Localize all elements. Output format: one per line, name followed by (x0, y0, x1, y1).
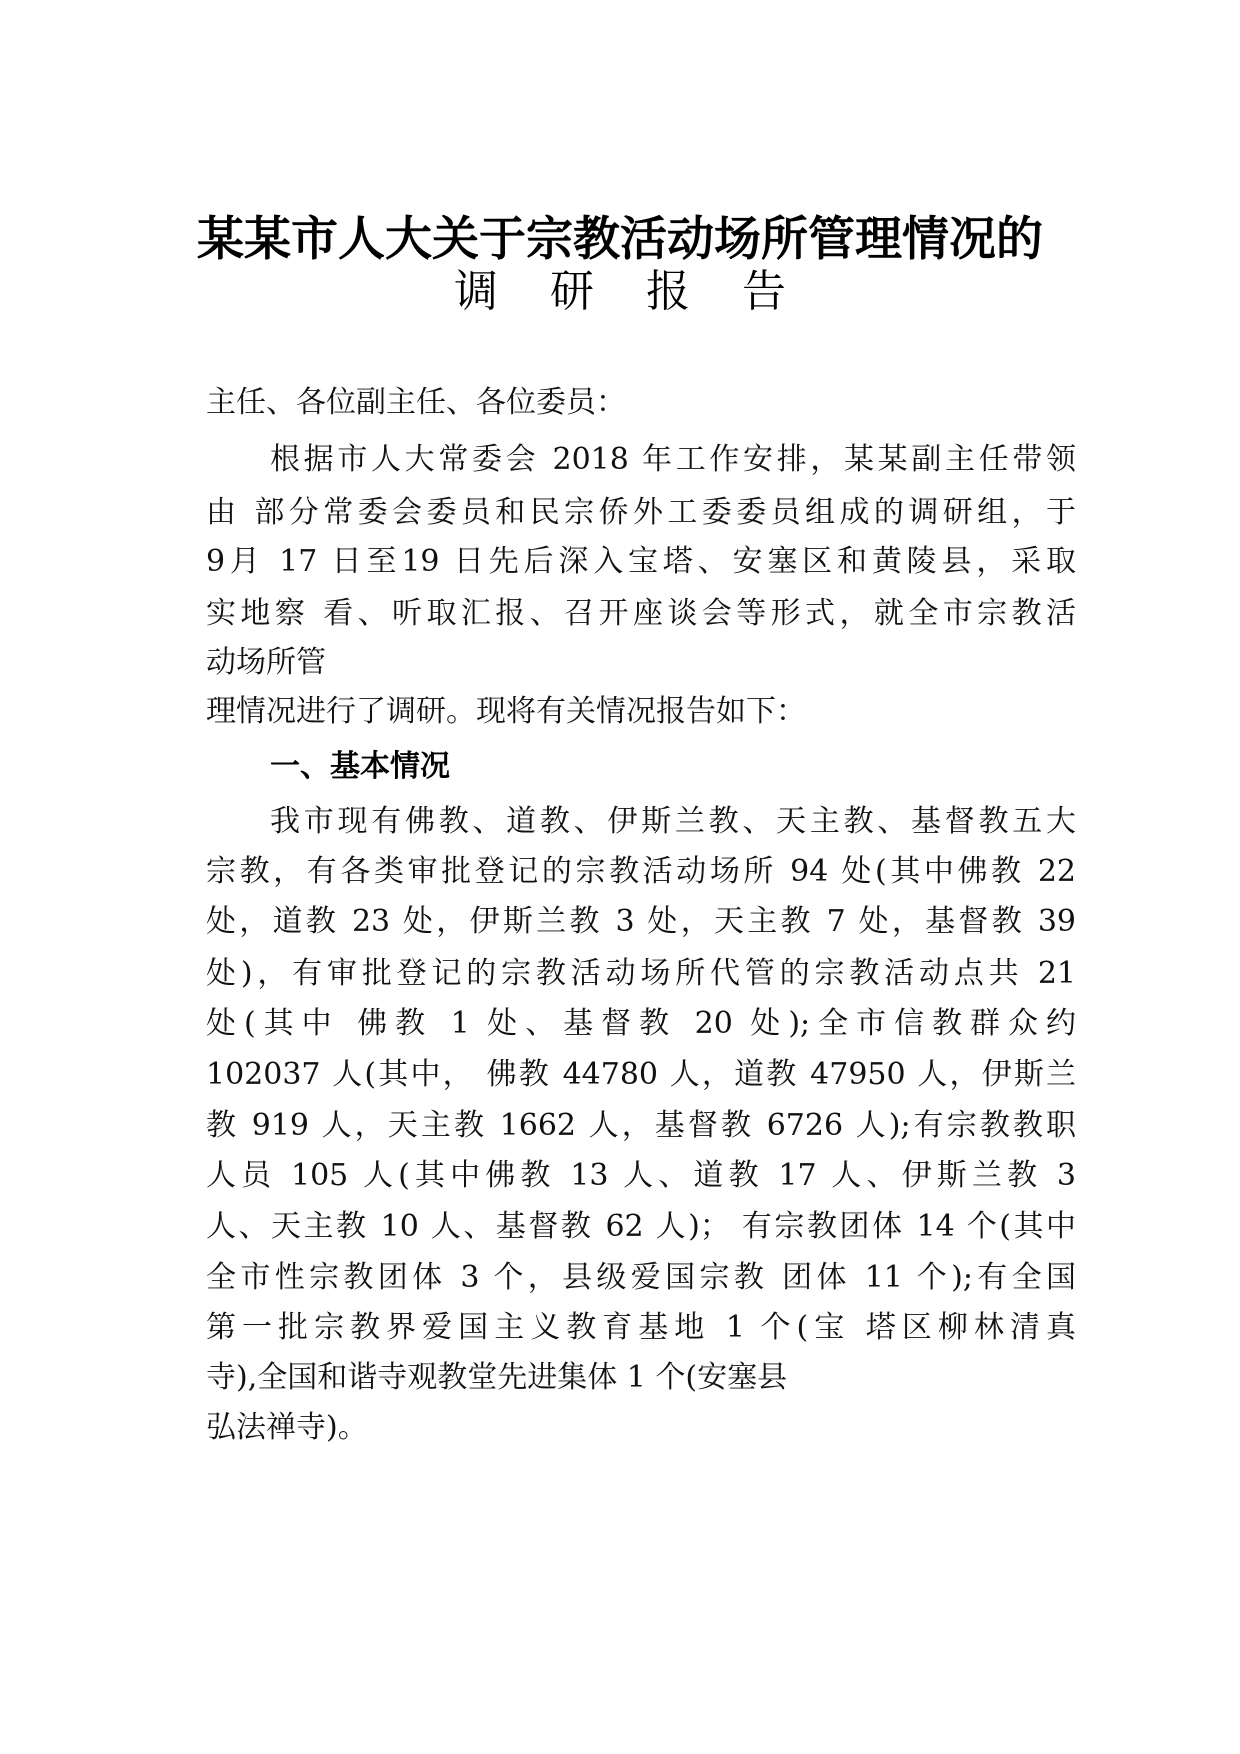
body-line: 处)，有审批登记的宗教活动场所代管的宗教活动点共 21 (206, 956, 1076, 991)
body-line: 全市性宗教团体 3 个，县级爱国宗教 团体 11 个);有全国 (206, 1260, 1076, 1295)
salutation: 主任、各位副主任、各位委员： (206, 385, 626, 420)
intro-line: 理情况进行了调研。现将有关情况报告如下： (206, 694, 806, 729)
subtitle-char: 研 (550, 266, 594, 317)
document-subtitle (0, 266, 1240, 318)
intro-line: 根据市人大常委会 2018 年工作安排，某某副主任带领 (270, 442, 1076, 477)
body-line: 处，道教 23 处，伊斯兰教 3 处，天主教 7 处，基督教 39 (206, 904, 1076, 939)
body-line: 102037 人(其中， 佛教 44780 人，道教 47950 人，伊斯兰 (206, 1057, 1076, 1092)
intro-line: 实地察 看、听取汇报、召开座谈会等形式，就全市宗教活 (206, 596, 1076, 631)
body-line: 处(其中 佛教 1 处、基督教 20 处);全市信教群众约 (206, 1006, 1076, 1041)
intro-line: 动场所管 (206, 645, 326, 680)
section-heading: 一、基本情况 (270, 749, 450, 784)
intro-line: 9月 17 日至19 日先后深入宝塔、安塞区和黄陵县，采取 (206, 544, 1076, 579)
body-line: 教 919 人，天主教 1662 人，基督教 6726 人);有宗教教职 (206, 1108, 1076, 1143)
body-line: 寺),全国和谐寺观教堂先进集体 1 个(安塞县 (206, 1360, 788, 1395)
body-line: 人、天主教 10 人、基督教 62 人)； 有宗教团体 14 个(其中 (206, 1209, 1076, 1244)
body-line: 我市现有佛教、道教、伊斯兰教、天主教、基督教五大 (270, 804, 1076, 839)
body-line: 宗教，有各类审批登记的宗教活动场所 94 处(其中佛教 22 (206, 854, 1076, 889)
subtitle-char: 调 (454, 266, 498, 317)
subtitle-char: 告 (742, 266, 786, 317)
body-line: 第一批宗教界爱国主义教育基地 1 个(宝 塔区柳林清真 (206, 1310, 1076, 1345)
body-line: 人员 105 人(其中佛教 13 人、道教 17 人、伊斯兰教 3 (206, 1158, 1076, 1193)
body-line: 弘法禅寺)。 (206, 1410, 368, 1445)
document-title: 某某市人大关于宗教活动场所管理情况的 (197, 212, 1043, 267)
subtitle-char: 报 (646, 266, 690, 317)
intro-line: 由 部分常委会委员和民宗侨外工委委员组成的调研组，于 (206, 495, 1076, 530)
